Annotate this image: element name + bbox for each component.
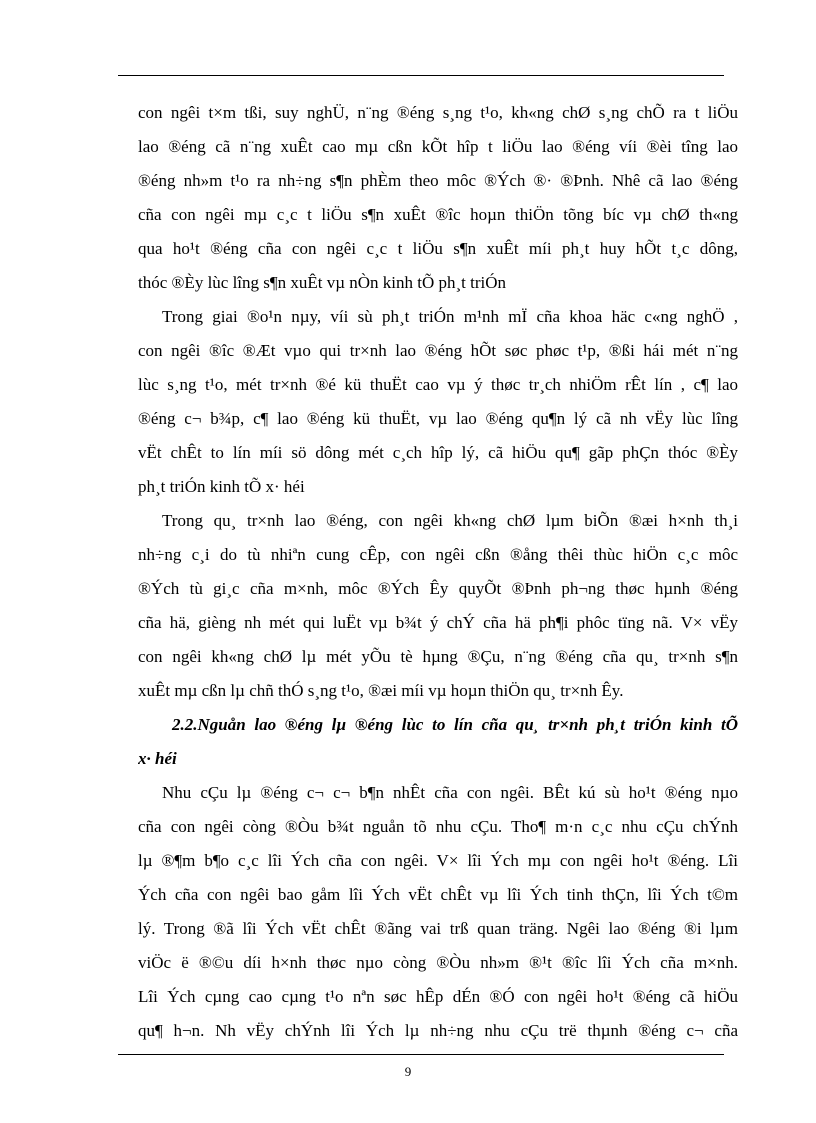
paragraph-line: Trong qu¸ tr×nh lao ®éng, con ngêi kh«ng chØ lµm biÕn ®æi h×nh th¸i [162,511,738,530]
paragraph-line: vËt chÊt to lín míi sö dông mét c¸ch hîp lý, cã hiÖu qu¶ gãp phÇn thóc ®Èy [138,443,738,462]
paragraph-line: ®éng c¬ b¾p, c¶ lao ®éng kü thuËt, vµ lao ®éng qu¶n lý cã nh vËy lùc lîng [138,409,738,428]
paragraph-line: cña con ngêi còng ®Òu b¾t nguån tõ nhu cÇu. Tho¶ m·n c¸c nhu cÇu chÝnh [138,817,738,836]
paragraph-line: lao ®éng cã n¨ng xuÊt cao mµ cßn kÕt hîp t liÖu lao ®éng víi ®èi tîng lao [138,137,738,156]
paragraph-line: qua ho¹t ®éng cña con ngêi c¸c t liÖu s¶n xuÊt míi ph¸t huy hÕt t¸c dông, [138,239,738,258]
paragraph-line: lùc s¸ng t¹o, mét tr×nh ®é kü thuËt cao vµ ý thøc tr¸ch nhiÖm rÊt lín , c¶ lao [138,375,738,394]
body-text [138,96,738,1048]
paragraph-line: Nhu cÇu lµ ®éng c¬ c¬ b¶n nhÊt cña con ngêi. BÊt kú sù ho¹t ®éng nµo [162,783,738,802]
paragraph-line: nh÷ng c¸i do tù nhiªn cung cÊp, con ngêi cßn ®ång thêi thùc hiÖn c¸c môc [138,545,738,564]
paragraph-line: con ngêi t×m tßi, suy nghÜ, n¨ng ®éng s¸ng t¹o, kh«ng chØ s¸ng chÕ ra t liÖu [138,103,738,122]
paragraph-line: con ngêi kh«ng chØ lµ mét yÕu tè hµng ®Çu, n¨ng ®éng cña qu¸ tr×nh s¶n [138,647,738,666]
paragraph-line: xuÊt mµ cßn lµ chñ thÓ s¸ng t¹o, ®æi míi vµ hoµn thiÖn qu¸ tr×nh Êy. [138,681,624,700]
paragraph-line: lµ ®¶m b¶o c¸c lîi Ých cña con ngêi. V× lîi Ých mµ con ngêi ho¹t ®éng. Lîi [138,851,738,870]
paragraph-line: viÖc ë ®©u díi h×nh thøc nµo còng ®Òu nh»m ®¹t ®îc lîi Ých cña m×nh. [138,953,738,972]
paragraph-line: cña hä, gièng nh mét qui luËt vµ b¾t ý chÝ cña hä ph¶i phôc tïng nã. V× vËy [138,613,738,632]
paragraph-line: Lîi Ých cµng cao cµng t¹o nªn søc hÊp dÉn ®Ó con ngêi ho¹t ®éng cã hiÖu [138,987,738,1006]
paragraph-line: Trong giai ®o¹n nµy, víi sù ph¸t triÓn m¹nh mÏ cña khoa häc c«ng nghÖ , [162,307,738,326]
paragraph-line: ®Ých tù gi¸c cña m×nh, môc ®Ých Êy quyÕt ®Þnh ph¬ng thøc hµnh ®éng [138,579,738,598]
page-number: 9 [404,1064,412,1079]
paragraph-line: lý. Trong ®ã lîi Ých vËt chÊt ®ãng vai trß quan träng. Ngêi lao ®éng ®i lµm [138,919,738,938]
paragraph-line: cña con ngêi mµ c¸c t liÖu s¶n xuÊt ®îc hoµn thiÖn tõng bíc vµ chØ th«ng [138,205,738,224]
paragraph-line: thóc ®Èy lùc lîng s¶n xuÊt vµ nÒn kinh tÕ ph¸t triÓn [138,273,507,292]
header-rule [118,75,724,76]
paragraph-line: Ých cña con ngêi bao gåm lîi Ých vËt chÊt vµ lîi Ých tinh thÇn, lîi Ých t©m [138,885,738,904]
section-heading-line: 2.2.Nguån lao ®éng lµ ®éng lùc to lín cña qu¸ tr×nh ph¸t triÓn kinh tÕ [172,715,738,734]
paragraph-line: con ngêi ®îc ®Æt vµo qui tr×nh lao ®éng hÕt søc phøc t¹p, ®ßi hái mét n¨ng [138,341,738,360]
footer-rule [118,1054,724,1055]
section-heading-line: x· héi [138,749,177,768]
paragraph-line: ®éng nh»m t¹o ra nh÷ng s¶n phÈm theo môc ®Ých ®· ®Þnh. Nhê cã lao ®éng [138,171,738,190]
paragraph-line: ph¸t triÓn kinh tÕ x· héi [138,477,305,496]
paragraph-line: qu¶ h¬n. Nh vËy chÝnh lîi Ých lµ nh÷ng nhu cÇu trë thµnh ®éng c¬ cña [138,1021,738,1040]
